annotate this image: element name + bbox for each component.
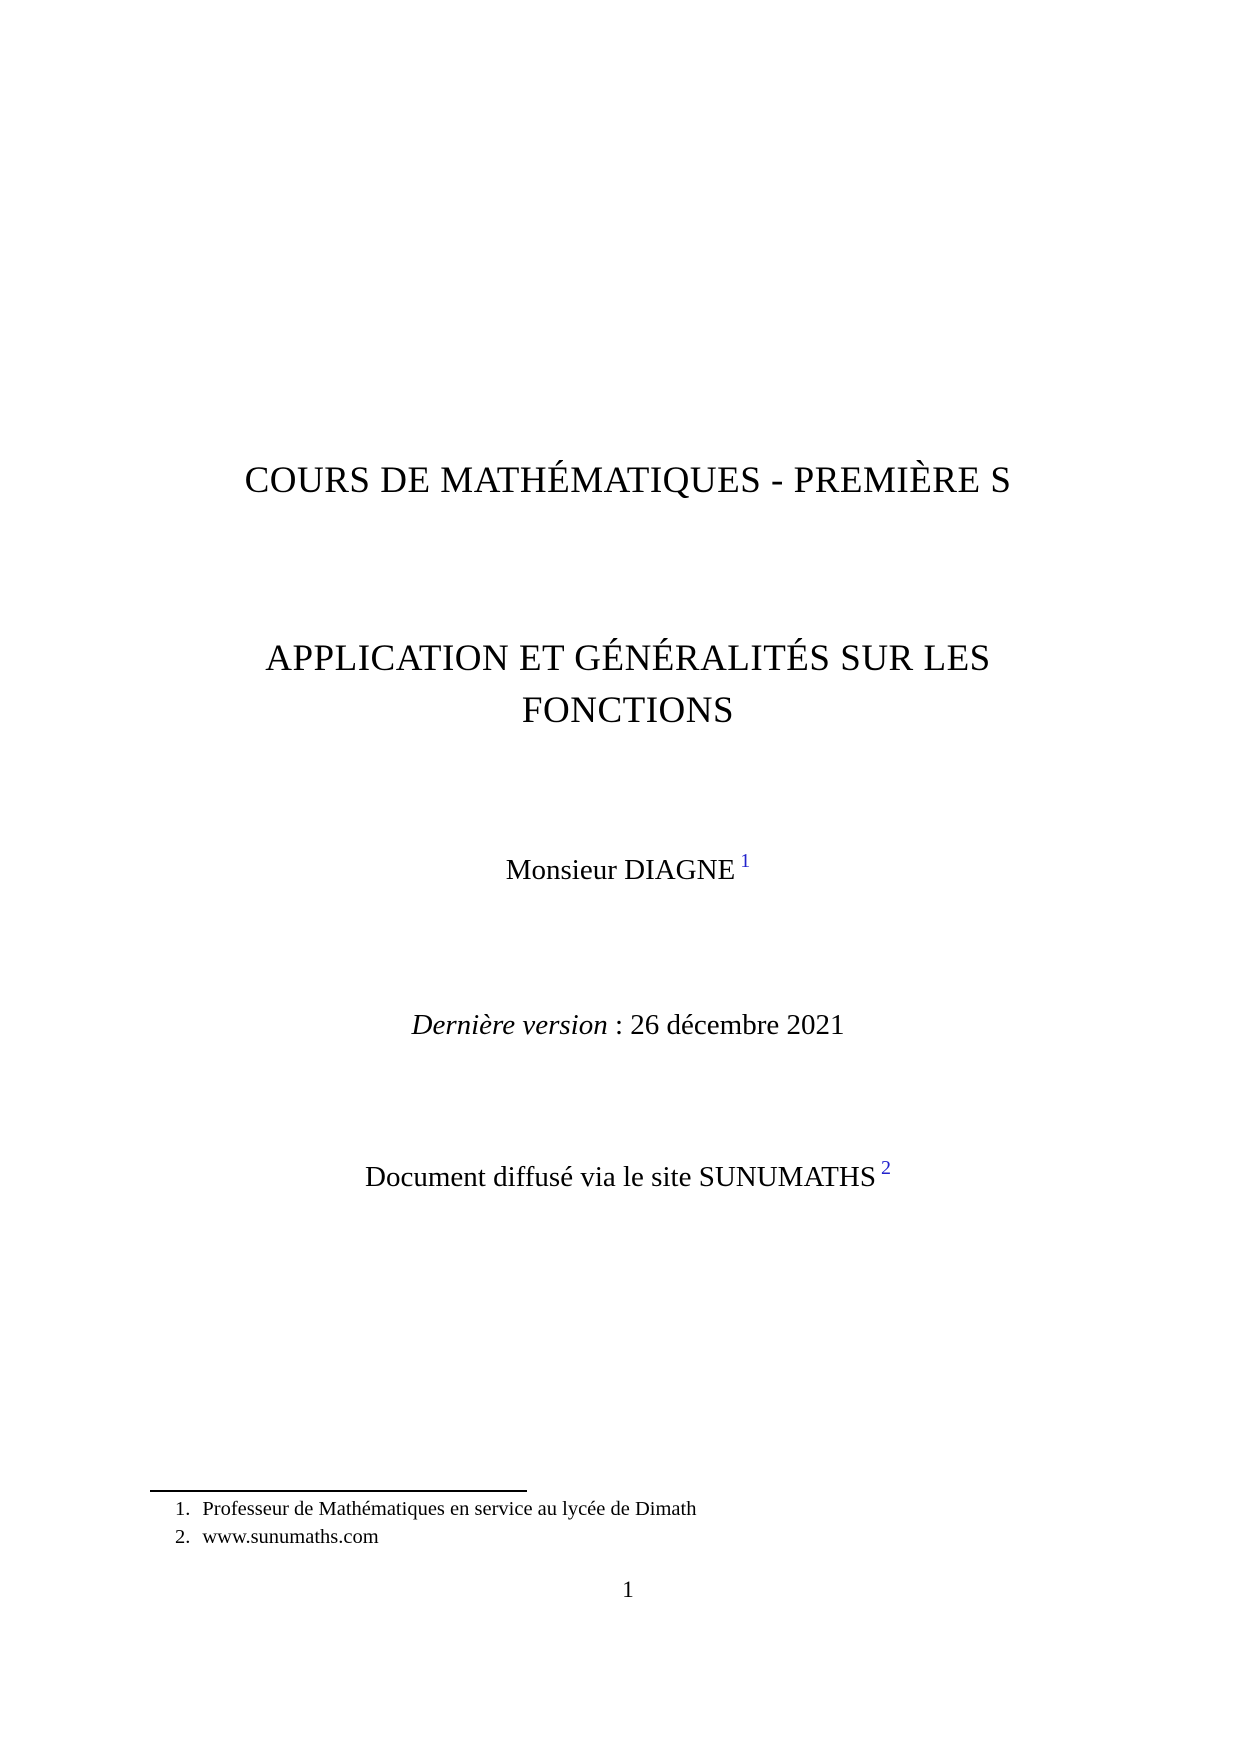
footnote-2-text: www.sunumaths.com <box>202 1525 379 1548</box>
footnote-2-marker: 2. <box>175 1525 191 1548</box>
version-line <box>150 1009 1106 1042</box>
footnote-item <box>150 1524 1050 1552</box>
author-line <box>150 850 1106 887</box>
document-title: COURS DE MATHÉMATIQUES - PREMIÈRE S <box>244 460 1012 501</box>
footnote-1-link[interactable]: 1 <box>740 850 751 872</box>
footnote-1-marker: 1. <box>175 1498 191 1520</box>
footnote-1-text: Professeur de Mathématiques en service au lycée de Dimath <box>202 1498 697 1520</box>
author-name: Monsieur DIAGNE <box>505 854 736 886</box>
footnote-rule <box>150 1490 527 1492</box>
version-label: Dernière version <box>411 1009 608 1041</box>
document-subtitle-text: APPLICATION ET GÉNÉRALITÉS SUR LES FONCTIONS <box>265 638 991 731</box>
footnotes-block <box>150 1496 1050 1551</box>
diffusion-line <box>150 1157 1106 1194</box>
version-date: : 26 décembre 2021 <box>607 1009 845 1041</box>
page-number: 1 <box>622 1577 634 1602</box>
footnote-item <box>150 1496 1050 1524</box>
footnote-2-link[interactable]: 2 <box>880 1157 891 1179</box>
diffusion-text: Document diffusé via le site SUNUMATHS <box>365 1161 876 1193</box>
document-subtitle <box>150 633 1106 737</box>
